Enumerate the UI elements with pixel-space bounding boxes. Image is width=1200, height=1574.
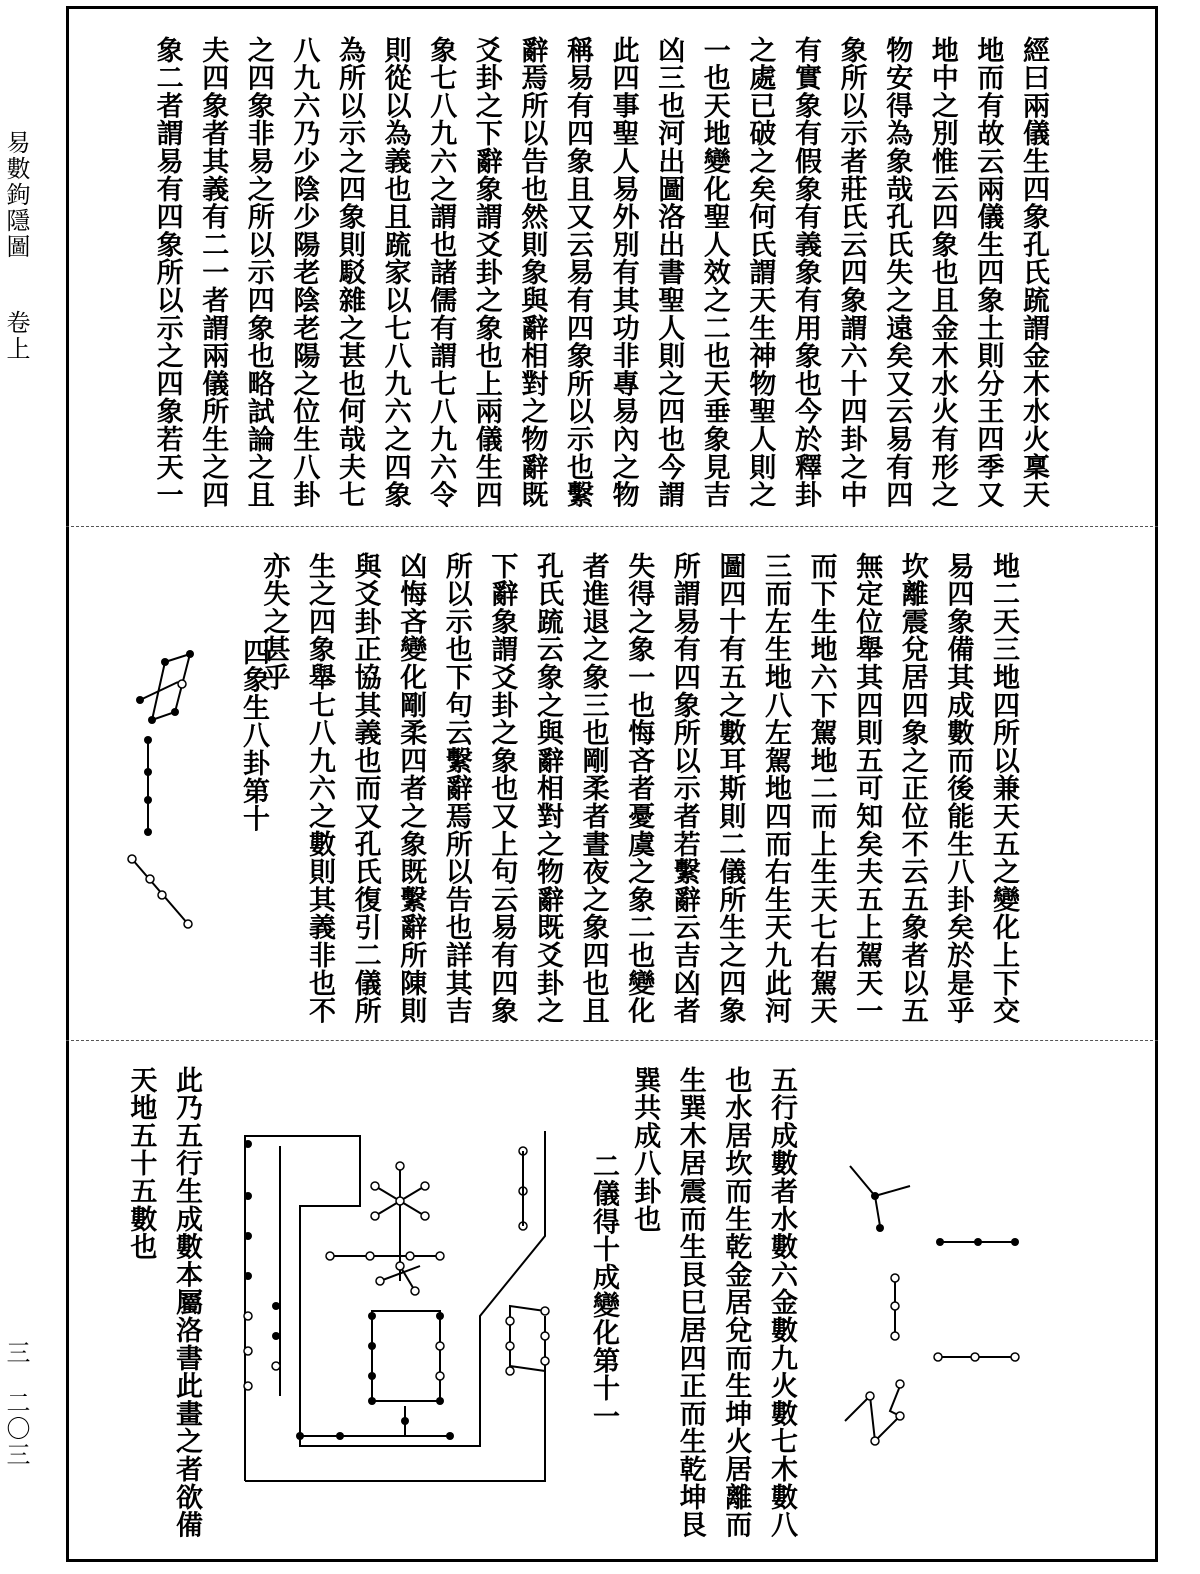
text-column: 為所以示之四象則駁雜之甚也何哉夫七 (334, 36, 365, 509)
text-column: 經曰兩儀生四象孔氏䟽謂金木水火稟天 (1018, 36, 1049, 509)
text-column: 孔氏䟽云象之與辭相對之物辭既爻卦之 (532, 552, 563, 1025)
text-column: 坎離震兌居四象之正位不云五象者以五 (896, 552, 928, 1025)
text-column: 有實象有假象有義象有用象也今於釋卦 (790, 36, 821, 509)
text-column: 所謂易有四象所以示者若繫辭云吉凶者 (668, 552, 700, 1025)
text-column: 地中之別惟云四象也且金木水火有形之 (926, 36, 958, 509)
text-column: 失得之象一也悔吝者憂虞之象二也變化 (623, 552, 655, 1025)
text-column: 三而左生地八左駕地四而右生天九此河 (760, 552, 791, 1025)
text-column: 之四象非易之所以示四象也略試論之且 (242, 36, 274, 509)
text-column: 圖四十有五之數耳斯則二儀所生之四象 (714, 552, 746, 1025)
eight-trigram-diagram (70, 1066, 1154, 1556)
text-column: 夫四象者其義有二一者謂兩儀所生之四 (197, 36, 229, 509)
text-column: 象二者謂易有四象所以示之四象若天一 (151, 36, 183, 509)
folio-number: 三 (2, 1340, 30, 1366)
text-column: 生巽木居震而生艮巳居四正而生乾坤艮 (674, 1066, 706, 1539)
text-column: 天地五十五數也 (125, 1066, 157, 1261)
text-column: 辭焉所以告也然則象與辭相對之物辭既 (516, 36, 548, 509)
book-title: 易數鉤隱圖 (2, 130, 30, 260)
text-column: 五行成數者水數六金數九火數七木數八 (766, 1066, 797, 1539)
section-title: 四象生八卦第十 (238, 638, 269, 833)
text-column: 此乃五行生成數本屬洛書此畫之者欲備 (171, 1066, 202, 1539)
panel-middle (70, 552, 1154, 1032)
text-column: 巽共成八卦也 (629, 1066, 661, 1233)
text-column: 一也天地變化聖人效之二也天垂象見吉 (698, 36, 730, 509)
text-column: 所以示也下句云繫辭焉所以告也詳其吉 (440, 552, 472, 1025)
text-column: 此四事聖人易外別有其功非專易內之物 (607, 36, 639, 509)
text-column: 也水居坎而生乾金居兌而生坤火居離而 (720, 1066, 752, 1539)
panel-top (70, 36, 1154, 516)
panel-divider (66, 1040, 1158, 1041)
text-column: 八九六乃少陰少陽老陰老陽之位生八卦 (288, 36, 320, 509)
text-column: 爻卦之下辭象謂爻卦之象也上兩儀生四 (470, 36, 502, 509)
text-column: 生之四象舉七八九六之數則其義非也不 (304, 552, 335, 1025)
text-column: 象所以示者莊氏云四象謂六十四卦之中 (835, 36, 867, 509)
page-number: 二〇三 (2, 1390, 30, 1468)
text-column: 地二天三地四所以兼天五之變化上下交 (988, 552, 1019, 1025)
text-column: 地而有故云兩儀生四象土則分王四季又 (972, 36, 1004, 509)
text-column: 而下生地六下駕地二而上生天七右駕天 (805, 552, 837, 1025)
text-column: 物安得為象哉孔氏失之遠矣又云易有四 (881, 36, 913, 509)
text-column: 象七八九六之謂也諸儒有謂七八九六令 (425, 36, 457, 509)
text-column: 之處已破之矣何氏謂天生神物聖人則之 (744, 36, 776, 509)
text-column: 與爻卦正協其義也而又孔氏復引二儀所 (349, 552, 381, 1025)
text-column: 亦失之甚乎 (258, 552, 290, 691)
text-column: 凶三也河出圖洛出書聖人則之四也今謂 (653, 36, 685, 509)
text-column: 則從以為義也且䟽家以七八九六之四象 (379, 36, 411, 509)
text-column: 者進退之象三也剛柔者晝夜之象四也且 (577, 552, 609, 1025)
text-column: 無定位舉其四則五可知矣夫五上駕天一 (851, 552, 883, 1025)
text-column: 易四象備其成數而後能生八卦矣於是乎 (942, 552, 974, 1025)
volume-label: 卷上 (2, 310, 30, 362)
text-column: 稱易有四象且又云易有四象所以示也繫 (562, 36, 593, 509)
text-column: 凶悔吝變化剛柔四者之象既繫辭所陳則 (395, 552, 427, 1025)
panel-bottom (70, 1066, 1154, 1556)
trigram-diagram (70, 552, 270, 952)
text-column: 下辭象謂爻卦之象也又上句云易有四象 (486, 552, 518, 1025)
panel-divider (66, 526, 1158, 527)
section-title: 二儀得十成變化第十一 (588, 1152, 619, 1430)
